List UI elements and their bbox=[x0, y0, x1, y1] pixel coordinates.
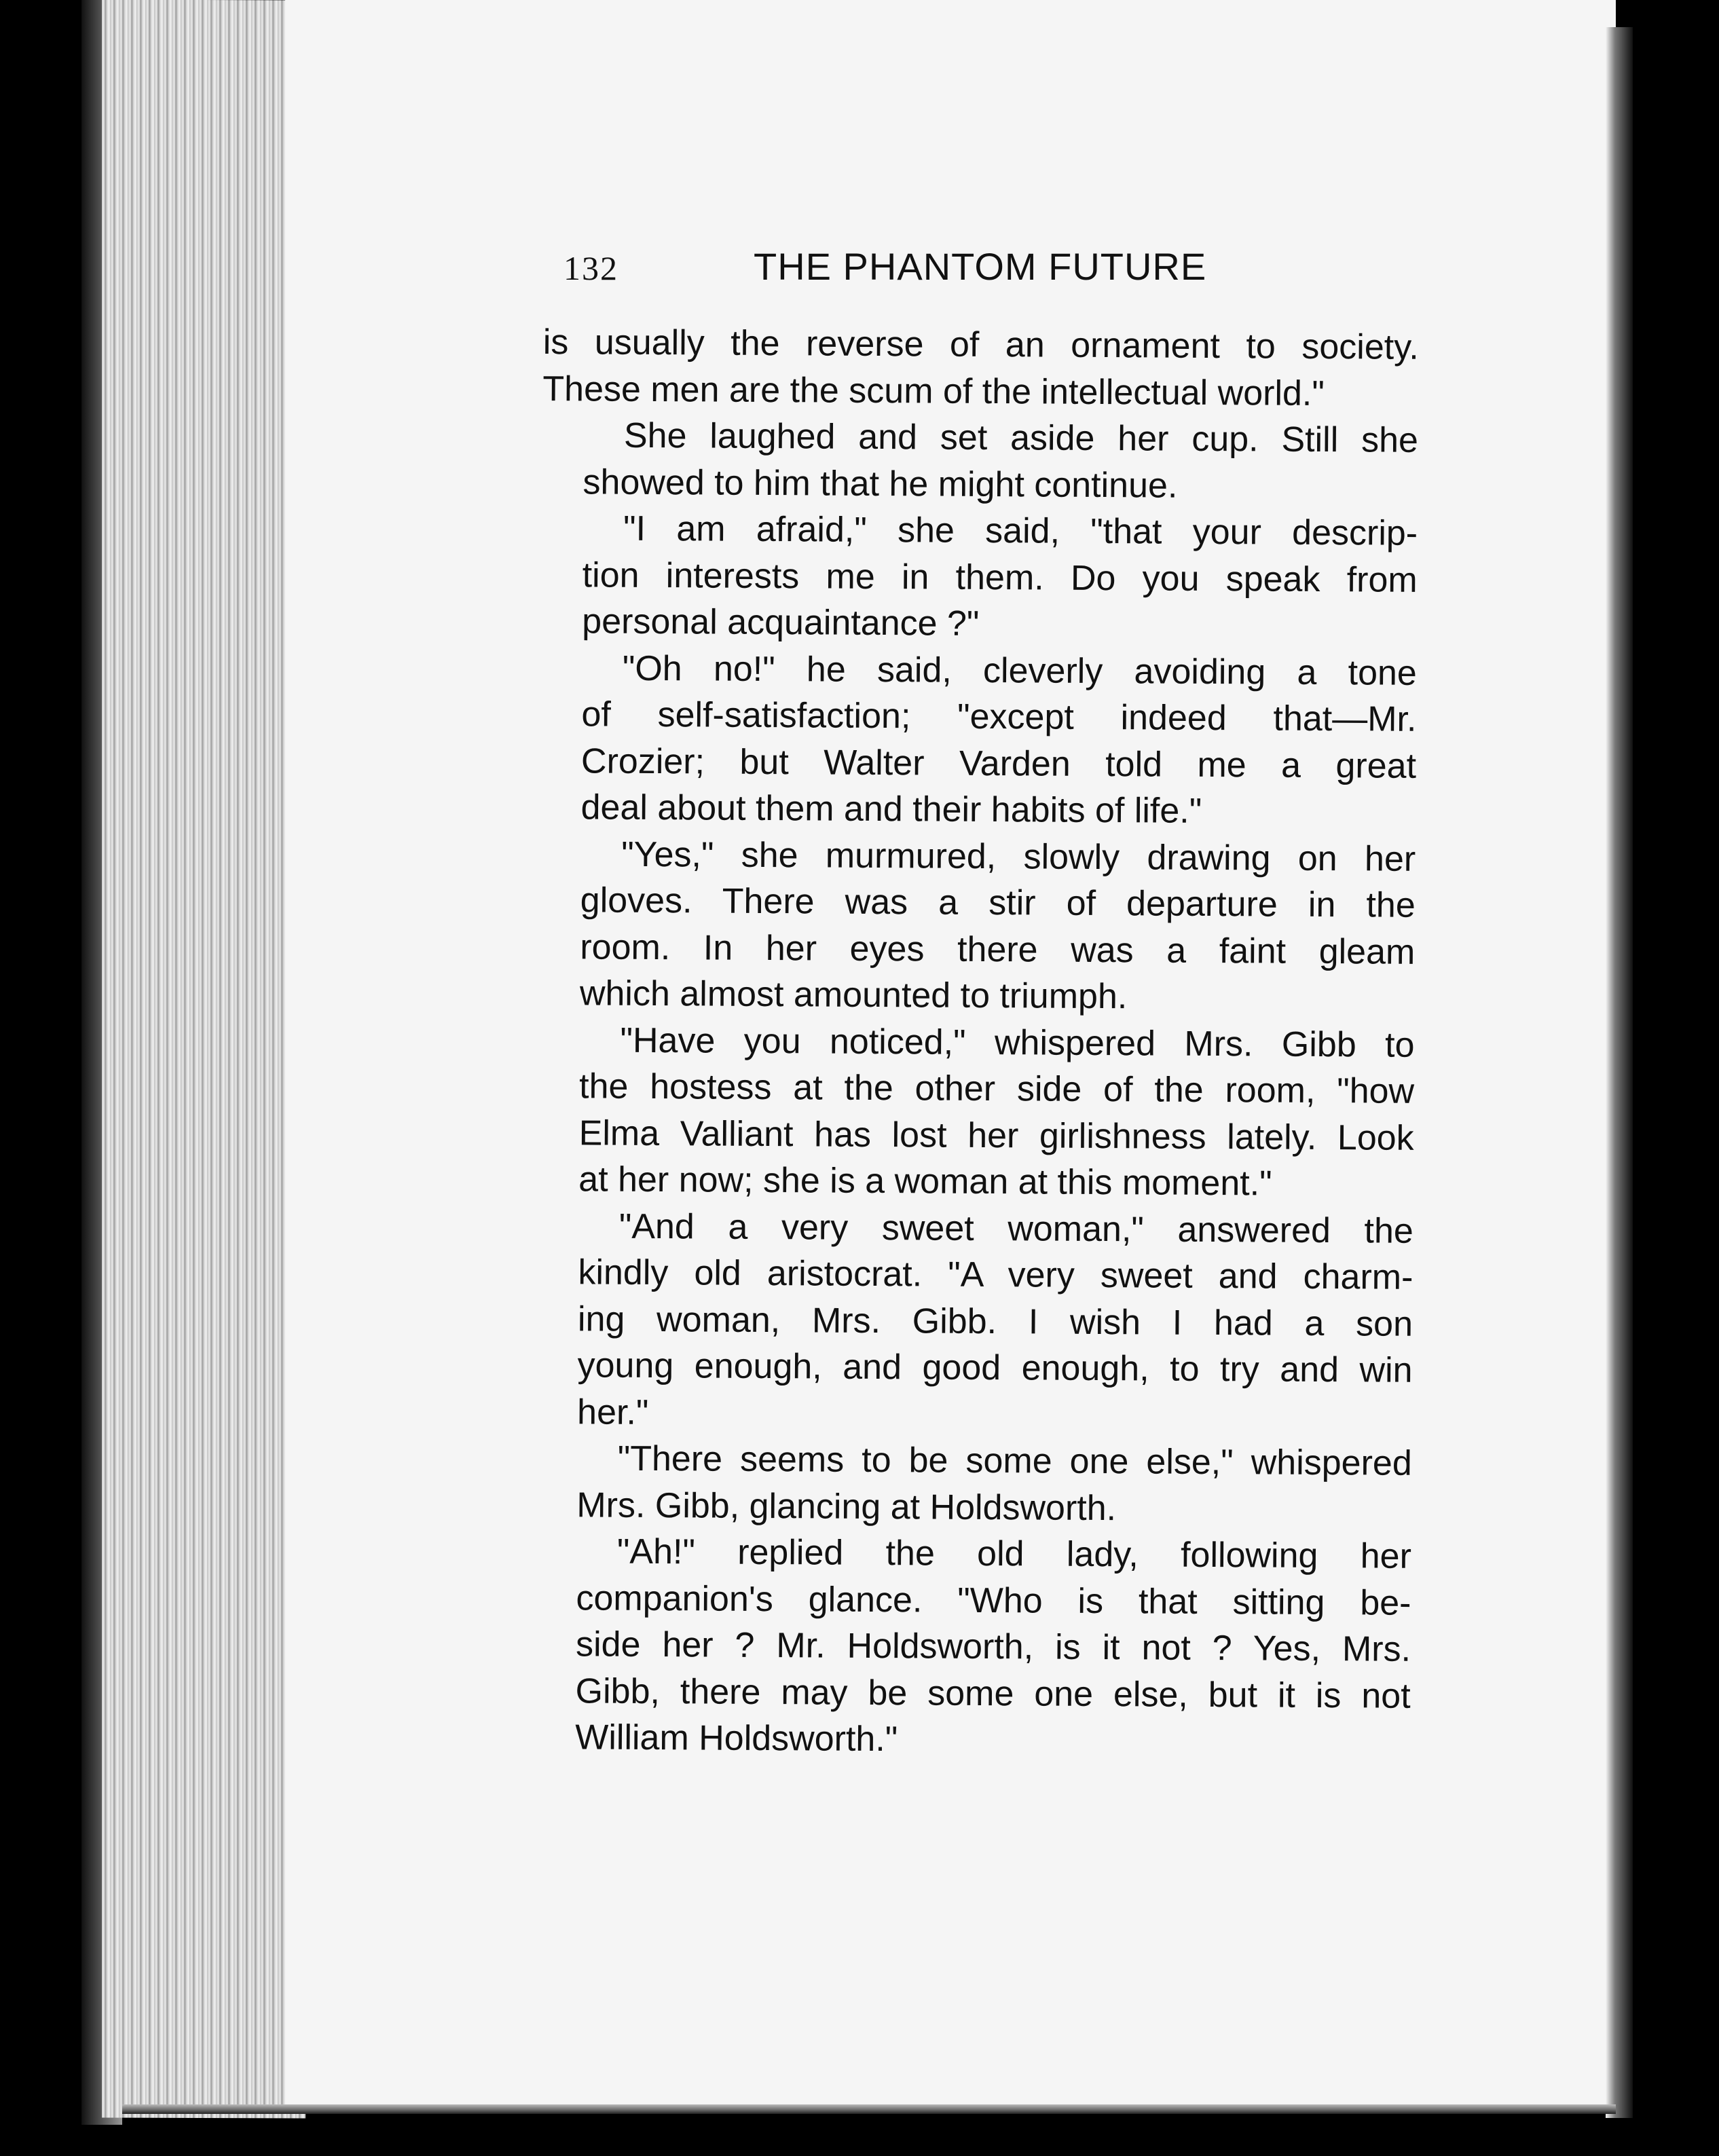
text-line: Gibb, there may be some one else, but it is not bbox=[575, 1671, 1411, 1716]
text-line: of self-satisfaction; "except indeed that—Mr. bbox=[581, 694, 1417, 739]
paragraph bbox=[536, 1435, 1412, 1534]
text-line: deal about them and their habits of life." bbox=[580, 787, 1202, 831]
text-line: side her ? Mr. Holdsworth, is it not ? Yes, Mrs. bbox=[575, 1624, 1411, 1669]
text-line: "Ah!" replied the old lady, following her bbox=[616, 1531, 1412, 1576]
text-line: her." bbox=[576, 1392, 649, 1432]
text-line: "And a very sweet woman," answered the bbox=[618, 1206, 1413, 1251]
page-number: 132 bbox=[563, 249, 618, 287]
paragraph bbox=[534, 1528, 1411, 1766]
paragraph bbox=[542, 412, 1418, 510]
paragraph bbox=[536, 1202, 1413, 1440]
text-line: William Holdsworth." bbox=[575, 1717, 898, 1760]
text-line: the hostess at the other side of the room, "how bbox=[578, 1066, 1415, 1111]
paragraph bbox=[540, 644, 1417, 836]
page-edges bbox=[102, 0, 306, 2119]
paragraph bbox=[539, 830, 1416, 1022]
text-line: Crozier; but Walter Varden told me a great bbox=[580, 741, 1417, 786]
text-line: "Oh no!" he said, cleverly avoiding a tone bbox=[622, 648, 1418, 693]
text-line: companion's glance. "Who is that sitting be- bbox=[576, 1578, 1411, 1623]
text-line: "Yes," she murmured, slowly drawing on her bbox=[621, 834, 1416, 879]
paragraph bbox=[541, 505, 1418, 650]
text-line: tion interests me in them. Do you speak from bbox=[582, 555, 1418, 600]
scan-background bbox=[1633, 0, 1719, 2156]
running-header bbox=[563, 243, 1242, 297]
text-line: kindly old aristocrat. "A very sweet and charm- bbox=[578, 1252, 1413, 1297]
body-text bbox=[534, 319, 1419, 1766]
text-line: "There seems to be some one else," whispered bbox=[617, 1438, 1412, 1483]
text-line: personal acquaintance ?" bbox=[582, 601, 980, 644]
text-line: at her now; she is a woman at this moment." bbox=[578, 1159, 1272, 1204]
text-line: showed to him that he might continue. bbox=[583, 462, 1178, 506]
text-line: is usually the reverse of an ornament to society. bbox=[542, 322, 1419, 367]
text-line: ing woman, Mrs. Gibb. I wish I had a son bbox=[577, 1299, 1413, 1344]
text-line: which almost amounted to triumph. bbox=[579, 973, 1128, 1017]
text-line: "Have you noticed," whispered Mrs. Gibb to bbox=[620, 1020, 1415, 1065]
text-line: Elma Valliant has lost her girlishness lately. Look bbox=[578, 1113, 1414, 1158]
text-line: gloves. There was a stir of departure in the bbox=[580, 880, 1416, 925]
paragraph bbox=[538, 1016, 1415, 1208]
page-bottom-edge bbox=[122, 2104, 1616, 2114]
text-line: room. In her eyes there was a faint gleam bbox=[580, 927, 1416, 972]
text-line: These men are the scum of the intellectual world." bbox=[542, 369, 1325, 413]
text-line: young enough, and good enough, to try and win bbox=[577, 1345, 1413, 1390]
running-title: THE PHANTOM FUTURE bbox=[754, 245, 1207, 288]
text-line: Mrs. Gibb, glancing at Holdsworth. bbox=[576, 1485, 1117, 1528]
text-line: "I am afraid," she said, "that your descrip- bbox=[623, 508, 1418, 553]
paragraph bbox=[542, 319, 1419, 417]
text-line: She laughed and set aside her cup. Still she bbox=[623, 415, 1419, 460]
right-page-edge bbox=[1606, 27, 1633, 2118]
